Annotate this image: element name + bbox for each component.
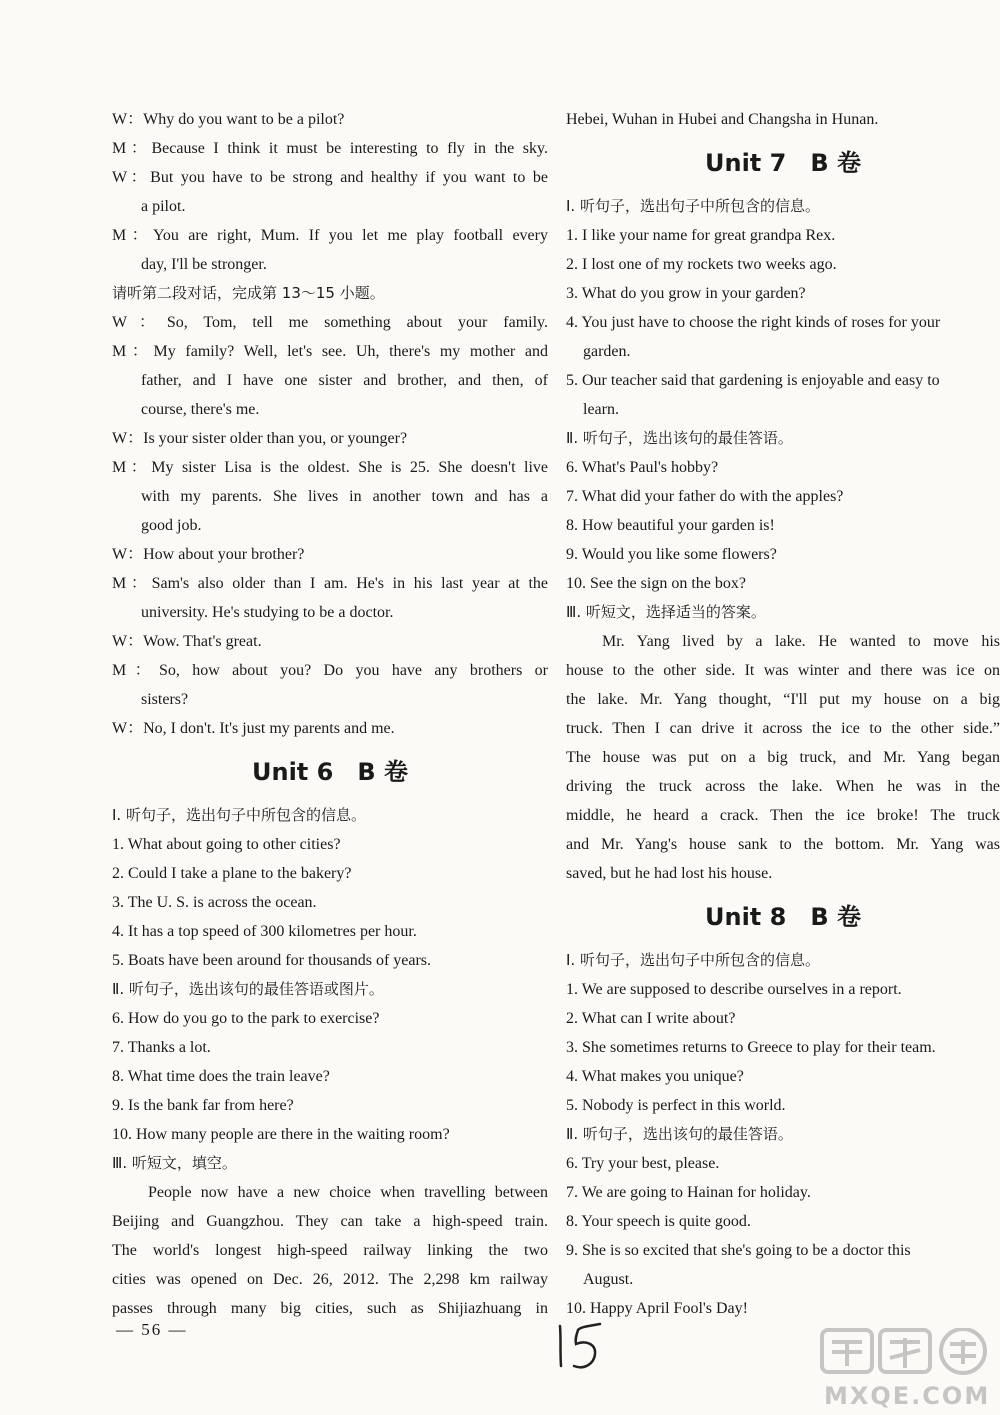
- dialog-line: [112, 540, 548, 569]
- list-item-continuation: learn.: [583, 401, 619, 418]
- speaker-label: W：: [112, 720, 144, 737]
- passage-line: The house was put on a big truck, and Mr. Yang began: [566, 749, 1000, 766]
- dialog-line: [112, 163, 548, 192]
- speaker-label: W：: [112, 633, 144, 650]
- list-item: 3. The U. S. is across the ocean.: [112, 894, 317, 911]
- dialog-line: [112, 511, 548, 540]
- unit7-section-3: Ⅲ. 听短文，选择适当的答案。: [566, 603, 766, 621]
- list-item: 8. How beautiful your garden is!: [566, 517, 775, 534]
- dialog-line: [112, 656, 548, 685]
- dialog-text: Sam's also older than I am. He's in his last year at the: [151, 575, 548, 592]
- dialog-text: But you have to be strong and healthy if you want to be: [150, 169, 548, 186]
- left-column: [112, 105, 548, 1323]
- speaker-label: M：: [112, 227, 153, 244]
- passage-line: middle, he heard a crack. Then the ice broke! The truck: [566, 807, 1000, 824]
- unit8-title-b: B 卷: [810, 903, 861, 931]
- unit7-title: Unit 7: [705, 149, 787, 177]
- svg-text:MXQE.COM: MXQE.COM: [824, 1382, 991, 1410]
- passage-line: passes through many big cities, such as Shijiazhuang in: [112, 1300, 548, 1317]
- dialog-text: good job.: [141, 517, 202, 534]
- dialog-text: So, how about you? Do you have any brothers or: [158, 662, 548, 679]
- passage-line: The world's longest high-speed railway linking the two: [112, 1242, 548, 1259]
- dialog-text: Is your sister older than you, or younger?: [143, 430, 408, 447]
- passage-line: People now have a new choice when travelling between: [148, 1184, 548, 1201]
- unit6-heading: [112, 743, 548, 801]
- list-item: 8. What time does the train leave?: [112, 1068, 330, 1085]
- dialog-text: My family? Well, let's see. Uh, there's my mother and: [153, 343, 548, 360]
- dialog-text: father, and I have one sister and brother, and then, of: [141, 372, 548, 389]
- list-item: 6. What's Paul's hobby?: [566, 459, 719, 476]
- instruction-second-dialog: 请听第二段对话，完成第 13～15 小题。: [112, 284, 385, 302]
- unit6-section-3: Ⅲ. 听短文，填空。: [112, 1154, 237, 1172]
- dialog-line: [112, 627, 548, 656]
- dialog-text: Because I think it must be interesting to fly in the sky.: [151, 140, 548, 157]
- dialog-text: day, I'll be stronger.: [141, 256, 267, 273]
- list-item: 6. How do you go to the park to exercise?: [112, 1010, 380, 1027]
- unit7-section-1: Ⅰ. 听句子，选出句子中所包含的信息。: [566, 197, 820, 215]
- unit7-heading: [566, 134, 1000, 192]
- dialog-text: How about your brother?: [143, 546, 305, 563]
- list-item: 6. Try your best, please.: [566, 1155, 720, 1172]
- dialog-text: No, I don't. It's just my parents and me.: [143, 720, 395, 737]
- speaker-label: W：: [112, 169, 151, 186]
- dialog-text: My sister Lisa is the oldest. She is 25. She doesn't live: [151, 459, 548, 476]
- list-item: 5. Boats have been around for thousands of years.: [112, 952, 432, 969]
- dialog-line: [112, 598, 548, 627]
- speaker-label: W：: [112, 430, 144, 447]
- list-item: 7. We are going to Hainan for holiday.: [566, 1184, 811, 1201]
- speaker-label: W：: [112, 111, 144, 128]
- list-item: 1. We are supposed to describe ourselves in a report.: [566, 981, 902, 998]
- list-item: 2. What can I write about?: [566, 1010, 736, 1027]
- list-item: 7. Thanks a lot.: [112, 1039, 211, 1056]
- dialog-line: [112, 482, 548, 511]
- dialog-line: [112, 250, 548, 279]
- dialog-text: a pilot.: [141, 198, 186, 215]
- list-item: 2. Could I take a plane to the bakery?: [112, 865, 352, 882]
- list-item: 5. Nobody is perfect in this world.: [566, 1097, 786, 1114]
- speaker-label: W：: [112, 546, 144, 563]
- dialog-text: Wow. That's great.: [143, 633, 262, 650]
- list-item: 3. What do you grow in your garden?: [566, 285, 806, 302]
- dialog-one: [112, 105, 548, 279]
- passage-line: and Mr. Yang's house sank to the bottom. Mr. Yang was: [566, 836, 1000, 853]
- unit6-title: Unit 6: [252, 758, 334, 786]
- speaker-label: M：: [112, 662, 159, 679]
- list-item: 8. Your speech is quite good.: [566, 1213, 751, 1230]
- dialog-text: So, Tom, tell me something about your family.: [166, 314, 548, 331]
- speaker-label: M：: [112, 343, 154, 360]
- dialog-text: with my parents. She lives in another town and has a: [141, 488, 548, 505]
- dialog-line: [112, 366, 548, 395]
- dialog-text: sisters?: [141, 691, 189, 708]
- list-item: 4. You just have to choose the right kinds of roses for your: [566, 314, 941, 331]
- list-item: 2. I lost one of my rockets two weeks ago.: [566, 256, 837, 273]
- speaker-label: W：: [112, 314, 167, 331]
- dialog-line: [112, 134, 548, 163]
- list-item: 10. See the sign on the box?: [566, 575, 746, 592]
- dialog-line: [112, 105, 548, 134]
- dialog-line: [112, 192, 548, 221]
- list-item: 4. What makes you unique?: [566, 1068, 744, 1085]
- unit6-section-1: Ⅰ. 听句子，选出句子中所包含的信息。: [112, 806, 366, 824]
- passage-line: house to the other side. It was winter and there was ice on: [566, 662, 1000, 679]
- passage-line: Mr. Yang lived by a lake. He wanted to move his: [602, 633, 1000, 650]
- list-item: 7. What did your father do with the apples?: [566, 488, 844, 505]
- dialog-line: [112, 714, 548, 743]
- list-item: 10. Happy April Fool's Day!: [566, 1300, 748, 1317]
- passage-continuation: Hebei, Wuhan in Hubei and Changsha in Hunan.: [566, 111, 879, 128]
- list-item: 3. She sometimes returns to Greece to play for their team.: [566, 1039, 936, 1056]
- dialog-text: You are right, Mum. If you let me play football every: [152, 227, 548, 244]
- list-item: 4. It has a top speed of 300 kilometres per hour.: [112, 923, 417, 940]
- dialog-line: [112, 308, 548, 337]
- list-item: 9. Would you like some flowers?: [566, 546, 777, 563]
- unit8-section-2: Ⅱ. 听句子，选出该句的最佳答语。: [566, 1125, 793, 1143]
- speaker-label: M：: [112, 459, 152, 476]
- dialog-line: [112, 453, 548, 482]
- unit6-title-b: B 卷: [357, 758, 408, 786]
- passage-line: the lake. Mr. Yang thought, “I'll put my house on a big: [566, 691, 1000, 708]
- passage-line: driving the truck across the lake. When he was in the: [566, 778, 1000, 795]
- handwritten-number: [548, 1318, 608, 1383]
- dialog-line: [112, 221, 548, 250]
- list-item-continuation: garden.: [583, 343, 631, 360]
- passage-line: truck. Then I can drive it across the ice to the other side.”: [566, 720, 1000, 737]
- dialog-text: Why do you want to be a pilot?: [143, 111, 345, 128]
- list-item: 10. How many people are there in the waiting room?: [112, 1126, 450, 1143]
- passage-line: saved, but he had lost his house.: [566, 865, 773, 882]
- dialog-line: [112, 424, 548, 453]
- passage-line: cities was opened on Dec. 26, 2012. The 2,298 km railway: [112, 1271, 548, 1288]
- list-item: 1. What about going to other cities?: [112, 836, 341, 853]
- dialog-text: course, there's me.: [141, 401, 260, 418]
- dialog-text: university. He's studying to be a doctor.: [141, 604, 394, 621]
- list-item: 1. I like your name for great grandpa Rex.: [566, 227, 836, 244]
- list-item: 9. She is so excited that she's going to be a doctor this: [566, 1242, 911, 1259]
- unit8-section-1: Ⅰ. 听句子，选出句子中所包含的信息。: [566, 951, 820, 969]
- unit6-section-2: Ⅱ. 听句子，选出该句的最佳答语或图片。: [112, 980, 384, 998]
- list-item: 5. Our teacher said that gardening is enjoyable and easy to: [566, 372, 940, 389]
- unit7-title-b: B 卷: [810, 149, 861, 177]
- dialog-line: [112, 569, 548, 598]
- speaker-label: M：: [112, 140, 152, 157]
- list-item-continuation: August.: [583, 1271, 634, 1288]
- page-number: — 56 —: [116, 1320, 188, 1339]
- unit8-heading: [566, 888, 1000, 946]
- watermark-logo: [818, 1328, 996, 1410]
- dialog-line: [112, 685, 548, 714]
- dialog-two: [112, 308, 548, 743]
- unit8-title: Unit 8: [705, 903, 787, 931]
- list-item: 9. Is the bank far from here?: [112, 1097, 294, 1114]
- passage-line: Beijing and Guangzhou. They can take a high-speed train.: [112, 1213, 548, 1230]
- dialog-line: [112, 395, 548, 424]
- unit7-section-2: Ⅱ. 听句子，选出该句的最佳答语。: [566, 429, 793, 447]
- speaker-label: M：: [112, 575, 152, 592]
- right-column: [566, 105, 1000, 1323]
- dialog-line: [112, 337, 548, 366]
